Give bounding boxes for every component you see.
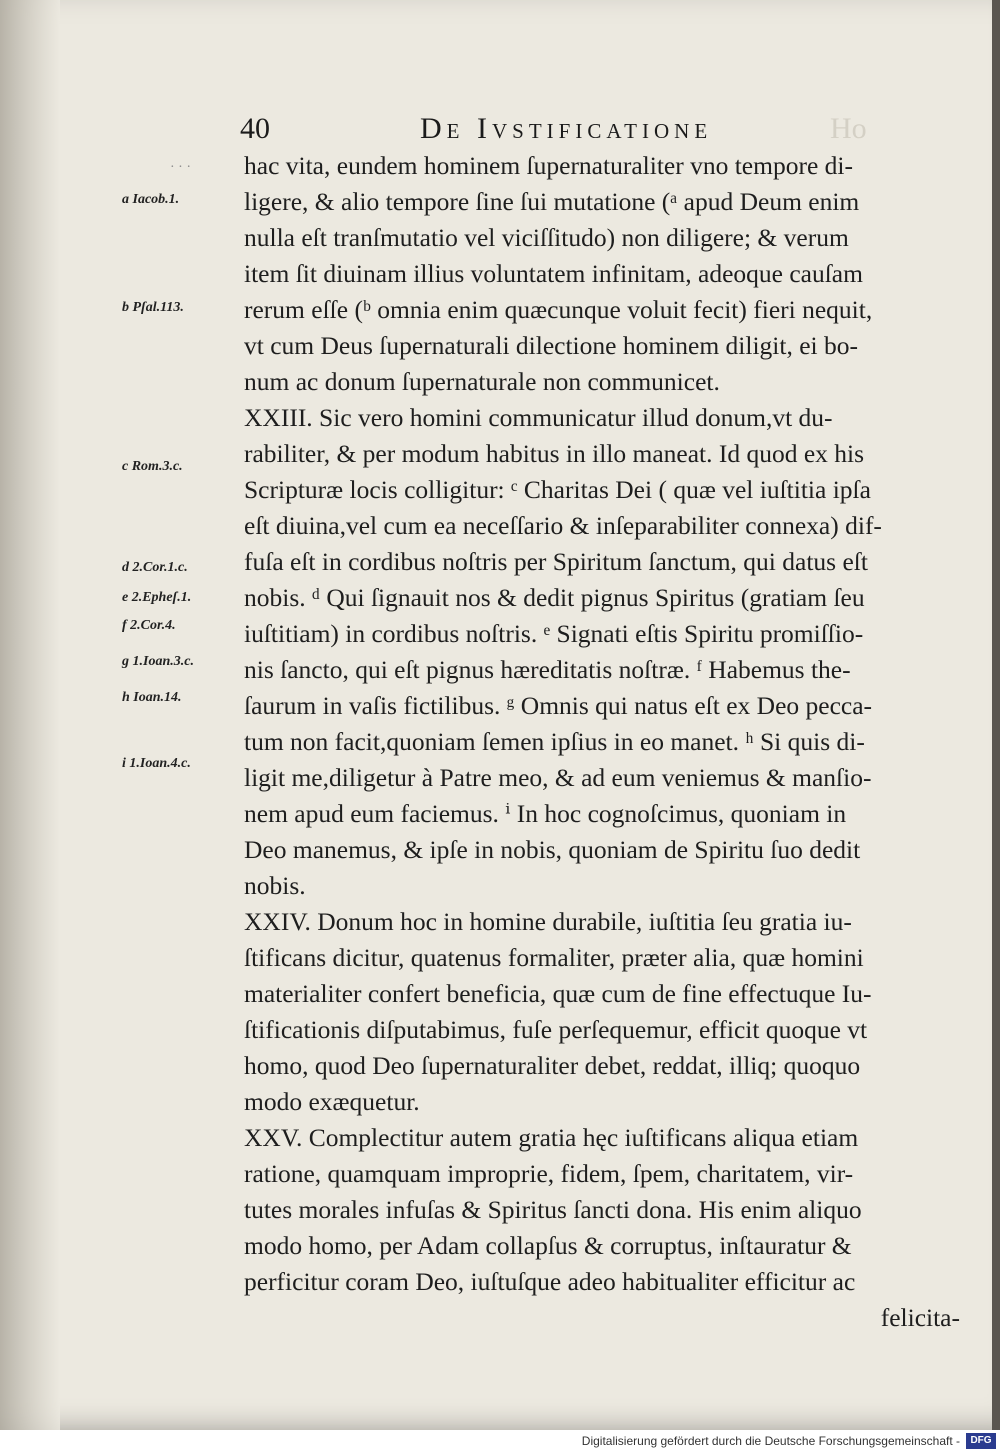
margin-note: d 2.Cor.1.c. xyxy=(122,560,188,575)
footer-credit: Digitalisierung gefördert durch die Deutsche Forschungsgemeinschaft - xyxy=(581,1434,960,1448)
margin-note: b Pſal.113. xyxy=(122,300,184,315)
text-line: perficitur coram Deo, iuſtuſque adeo habitualiter efficitur ac xyxy=(244,1267,856,1296)
margin-note: i 1.Ioan.4.c. xyxy=(122,756,191,771)
text-line: nobis. ᵈ Qui ſignauit nos & dedit pignus Spiritus (gratiam ſeu xyxy=(244,583,865,612)
running-header xyxy=(240,112,960,152)
text-line: materialiter confert beneficia, quæ cum de fine effectuque Iu- xyxy=(244,979,872,1008)
text-line: vt cum Deus ſupernaturali dilectione hominem diligit, ei bo- xyxy=(244,331,858,360)
catchword: felicita- xyxy=(880,1303,960,1332)
text-line: ſtificationis diſputabimus, fuſe perſequemur, efficit quoque vt xyxy=(244,1015,868,1044)
text-line: tum non facit,quoniam ſemen ipſius in eo manet. ʰ Si quis di- xyxy=(244,727,865,756)
dfg-logo: DFG xyxy=(966,1433,996,1449)
text-line: modo exæquetur. xyxy=(244,1087,420,1116)
text-line: ſtificans dicitur, quatenus formaliter, præter alia, quæ homini xyxy=(244,943,864,972)
text-line: iuſtitiam) in cordibus noſtris. ᵉ Signati eſtis Spiritu promiſſio- xyxy=(244,619,864,648)
text-line: ligit me,diligetur à Patre meo, & ad eum veniemus & manſio- xyxy=(244,763,872,792)
text-line: tutes morales infuſas & Spiritus ſancti dona. His enim aliquo xyxy=(244,1195,862,1224)
text-line: num ac donum ſupernaturale non communicet. xyxy=(244,367,720,396)
text-line: rerum eſſe (ᵇ omnia enim quæcunque voluit fecit) fieri nequit, xyxy=(244,295,873,324)
margin-note: c Rom.3.c. xyxy=(122,459,183,474)
text-line: nem apud eum faciemus. ⁱ In hoc cognoſcimus, quoniam in xyxy=(244,799,847,828)
page-number: 40 xyxy=(240,112,270,145)
margin-note: h Ioan.14. xyxy=(122,690,182,705)
running-title: De Ivstificatione xyxy=(420,112,713,145)
section-line: XXIII. Sic vero homini communicatur illud donum,vt du- xyxy=(244,403,833,432)
margin-note: a Iacob.1. xyxy=(122,192,180,207)
text-line: Scripturæ locis colligitur: ᶜ Charitas Dei ( quæ vel iuſtitia ipſa xyxy=(244,475,871,504)
text-line: ratione, quamquam improprie, fidem, ſpem, charitatem, vir- xyxy=(244,1159,854,1188)
section-line: XXIV. Donum hoc in homine durabile, iuſtitia ſeu gratia iu- xyxy=(244,907,852,936)
ink-speck: · · · xyxy=(170,160,191,175)
bleed-through-text: Ho xyxy=(830,112,867,145)
text-line: hac vita, eundem hominem ſupernaturaliter vno tempore di- xyxy=(244,151,853,180)
margin-note: e 2.Epheſ.1. xyxy=(122,590,192,605)
section-line: XXV. Complectitur autem gratia hęc iuſtificans aliqua etiam xyxy=(244,1123,859,1152)
text-line: ſaurum in vaſis fictilibus. ᵍ Omnis qui natus eſt ex Deo pecca- xyxy=(244,691,873,720)
text-line: ligere, & alio tempore ſine ſui mutatione (ᵃ apud Deum enim xyxy=(244,187,860,216)
digitization-footer xyxy=(0,1430,1000,1453)
text-line: eſt diuina,vel cum ea neceſſario & inſeparabiliter connexa) dif- xyxy=(244,511,882,540)
text-line: nis ſancto, qui eſt pignus hæreditatis noſtræ. ᶠ Habemus the- xyxy=(244,655,851,684)
margin-note: f 2.Cor.4. xyxy=(122,618,176,633)
page-gutter-shadow xyxy=(0,0,60,1430)
text-line: homo, quod Deo ſupernaturaliter debet, reddat, illiq; quoquo xyxy=(244,1051,861,1080)
text-line: fuſa eſt in cordibus noſtris per Spiritum ſanctum, qui datus eſt xyxy=(244,547,868,576)
body-text xyxy=(244,148,964,1336)
text-line: nulla eſt tranſmutatio vel viciſſitudo) non diligere; & verum xyxy=(244,223,849,252)
text-line: nobis. xyxy=(244,871,306,900)
margin-note: g 1.Ioan.3.c. xyxy=(122,654,194,669)
text-line: modo homo, per Adam collapſus & corruptus, inſtauratur & xyxy=(244,1231,852,1260)
page-edge xyxy=(992,0,1000,1430)
text-line: Deo manemus, & ipſe in nobis, quoniam de Spiritu ſuo dedit xyxy=(244,835,861,864)
text-line: item ſit diuinam illius voluntatem infinitam, adeoque cauſam xyxy=(244,259,863,288)
text-line: rabiliter, & per modum habitus in illo maneat. Id quod ex his xyxy=(244,439,865,468)
